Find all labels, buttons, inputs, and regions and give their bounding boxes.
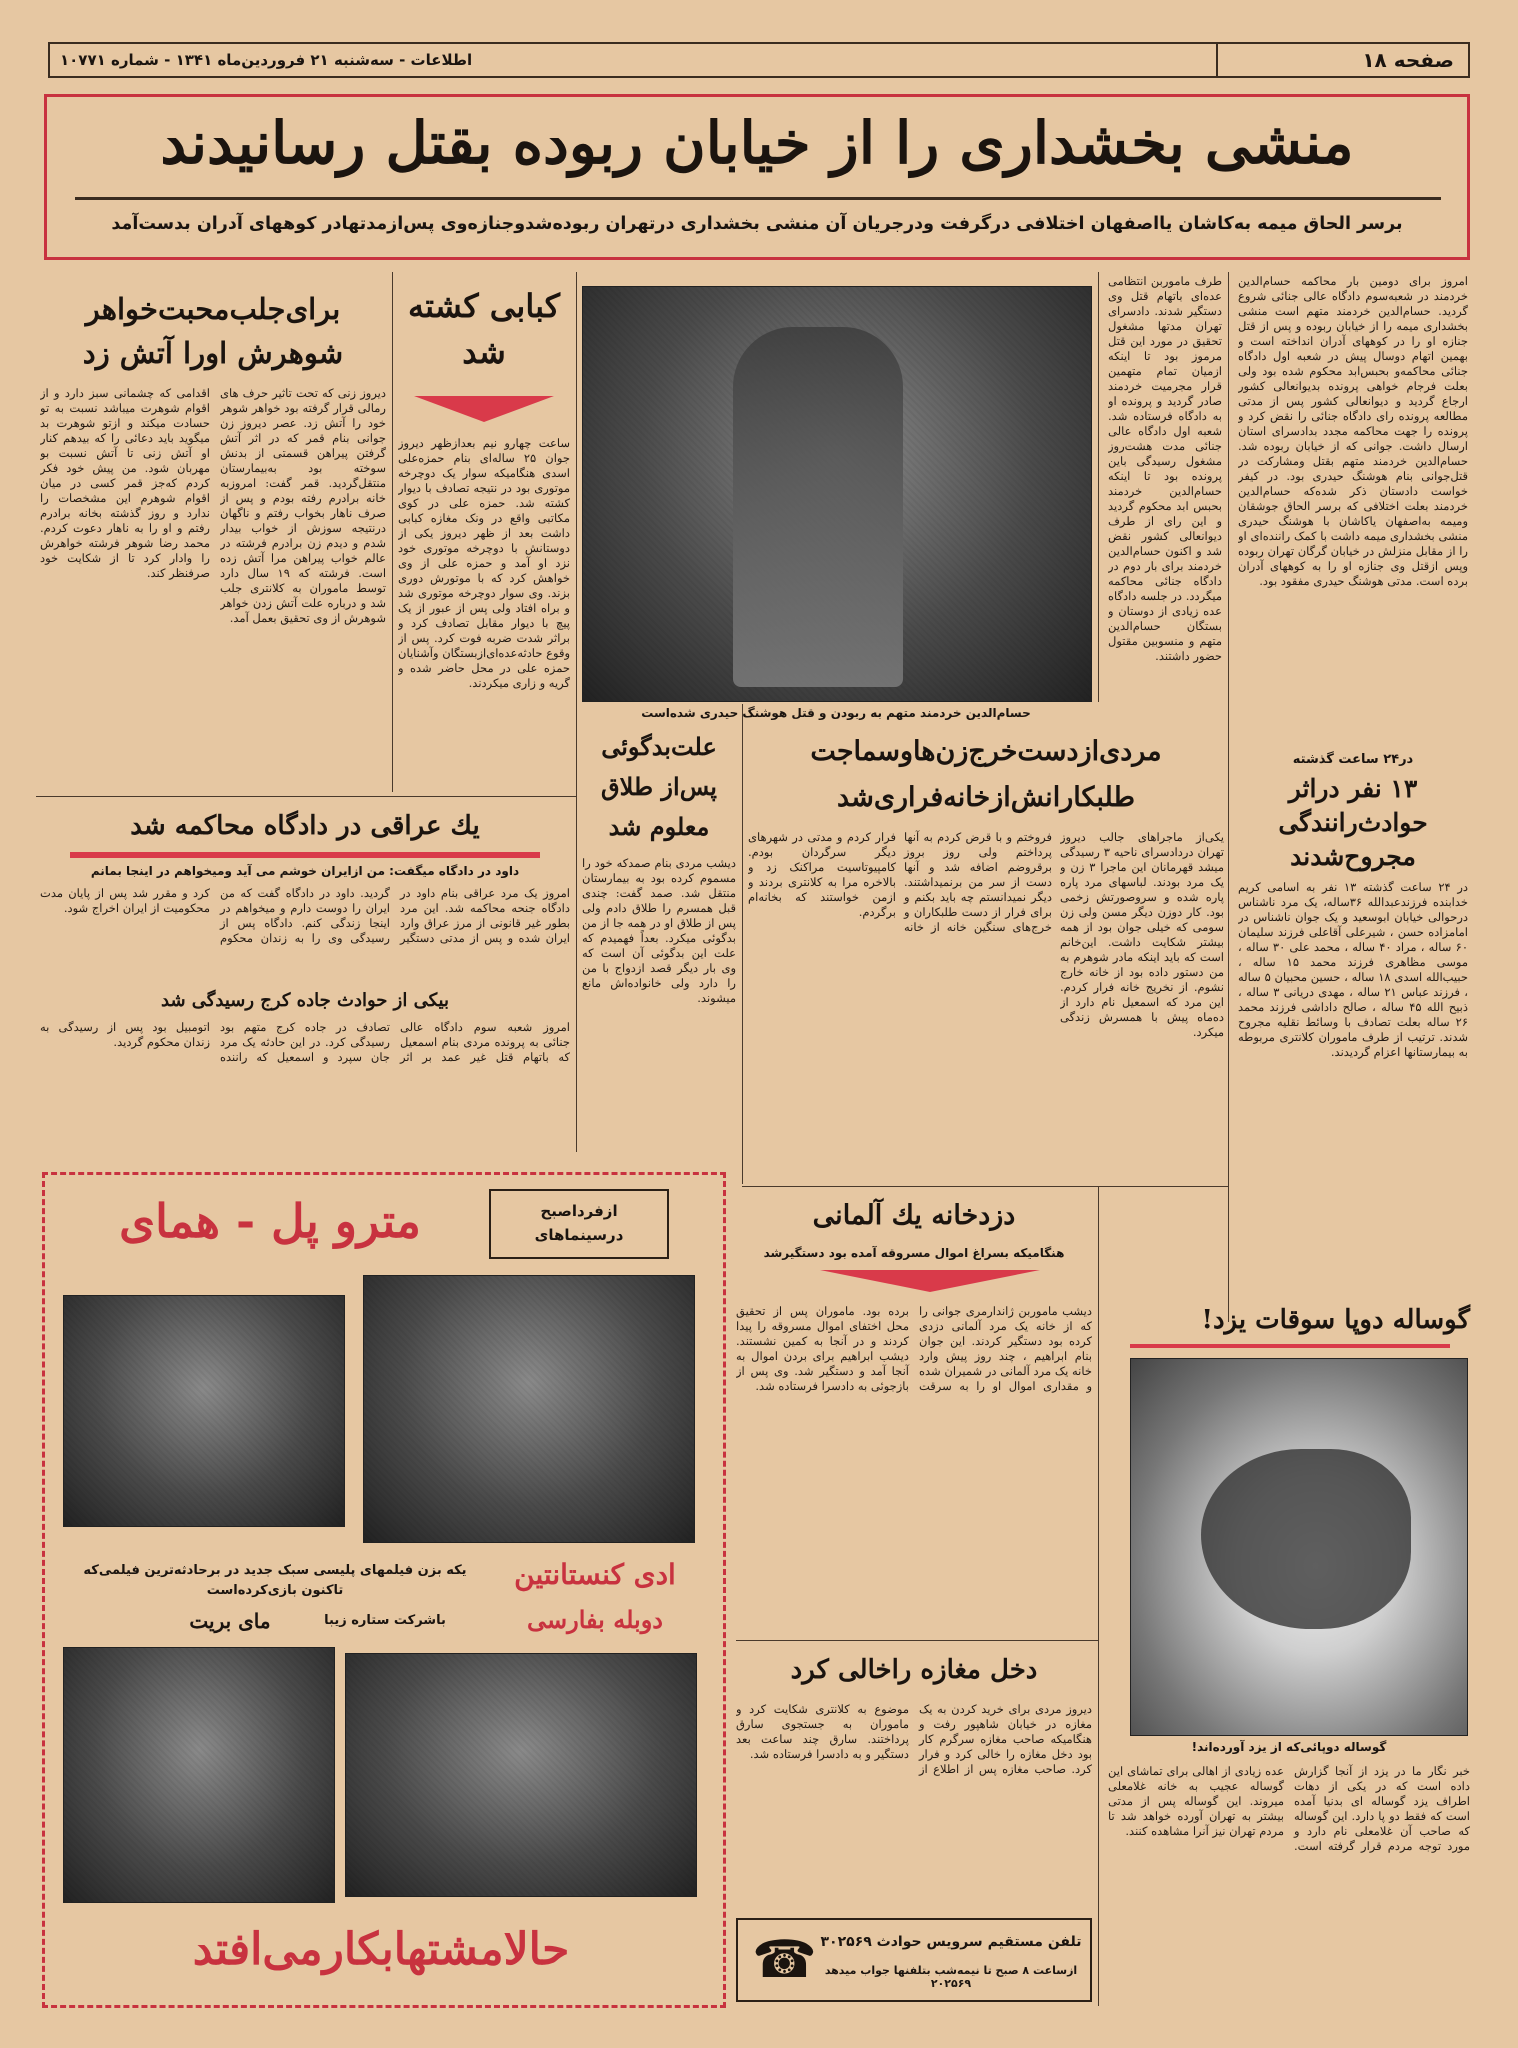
lead-column-1: امروز برای دومین بار محاکمه حسام‌الدین خردمند در شعبه‌سوم دادگاه عالی جنائی شروع گردید. حسام‌الدین خردمند متهم است منشی بخشداری میمه را از خیابان ربوده و پس از قتل جنازه او را در کوههای آدران انداخته است و بهمین اتهام دوسال پیش در شعبه اول دادگاه جنائی محاکمه‌و بحبس‌ابد محکوم شده بود ولی بعلت فرجام خواهی پرونده بدیوانعالی کشور ارجاع گردید و دیوانعالی کشور پس از مدتی مطالعه پرونده رای دادگاه جنائی را نقض کرد و پرونده را جهت محاکمه مجدد بدادسرای استان ارسال داشت. جوانی که از خیابان ربوده شد. حسام‌الدین خردمند متهم بقتل ومشارکت در قتل‌جوانی بنام هوشنگ حیدری بود. در کیفر خواست دادستان ذکر شده‌که حسام‌الدین خردمند بعلت اختلافی که برسر الحاق جوشقان ومیمه به‌اصفهان یاکاشان با هوشنگ حیدری منشی بخشداری میمه داشت با کمک راننده‌ای او را از مقابل منزلش در خیابان گرگان تهران ربوده وپس ازقتل وی جنازه او را به کوههای آدران برده است. مدتی هوشنگ حیدری مفقود بود. (1238, 274, 1468, 588)
phone-service-box (736, 1918, 1092, 2002)
ad-film-description: یکه بزن فیلمهای پلیسی سبک جدید در برحادثه‌ترین فیلمی‌که تاکنون بازی‌کرده‌است (83, 1563, 467, 1598)
column-rule (576, 272, 577, 1152)
fire-headline-1: برای‌جلب‌محبت‌خواهر (85, 292, 341, 326)
debt-headline-1: مردی‌ازدست‌خرج‌زن‌هاوسماجت (810, 736, 1162, 767)
iraqi-headline: یك عراقی در دادگاه محاکمه شد (130, 811, 480, 841)
ad-film-title: حالامشتهابکارمی‌افتد (192, 1924, 570, 1975)
main-photo-courtroom (582, 286, 1092, 702)
debt-headline-2: طلبکارانش‌ازخانه‌فراری‌شد (837, 782, 1135, 813)
lead-headline: منشی بخشداری را از خیابان ربوده بقتل رسانیدند (160, 109, 1354, 177)
ad-photo-bottom-left (63, 1647, 335, 1903)
section-rule (36, 796, 576, 797)
ad-photo-bottom-right (345, 1653, 697, 1897)
divorce-headline-1: علت‌بدگوئی (601, 732, 717, 761)
kababi-headline-2: شد (462, 333, 506, 371)
accidents-headline-3: مجروح‌شدند (1290, 842, 1416, 871)
ad-tagline: ازفرداصبح درسینماهای (534, 1202, 624, 1244)
calf-photo (1130, 1358, 1468, 1736)
ad-costar-prefix: باشرکت ستاره زیبا (324, 1613, 446, 1628)
shop-headline: دخل مغازه راخالی کرد (790, 1655, 1038, 1685)
ad-star-name: ادی کنستانتین (514, 1558, 676, 1591)
karaj-body: امروز شعبه سوم دادگاه عالی جنائی به پرونده مردی بنام اسمعیل که باتهام قتل غیر عمد بر اثر تصادف در جاده کرج متهم بود رسیدگی کرد. در این حادثه یک مرد جان سپرد و اسمعیل که راننده اتومبیل بود پس از رسیدگی به زندان محکوم گردید. (40, 1020, 570, 1064)
column-rule (742, 704, 743, 1184)
red-underline (70, 852, 540, 858)
accidents-headline-2: حوادث‌رانندگی (1278, 808, 1428, 837)
red-arrow-decoration (820, 1270, 1040, 1292)
column-rule (1228, 272, 1229, 1322)
kababi-body: ساعت چهارو نیم بعدازظهر دیروز جوان ۲۵ ساله‌ای بنام حمزه‌علی اسدی هنگامیکه سوار یک دوچرخه موتوری بود در نتیجه تصادف با دیوار کشته شد. حمزه علی در کوی مکاتبی واقع در ونک مغازه کبابی داشت بعد از ظهر دیروز یکی از دوستانش با دوچرخه موتوری خود نزد او آمد و حمزه علی از وی خواهش کرد که با موتورش دوری بزند. وی سوار دوچرخه موتوری شد و براه افتاد ولی پس از عبور از یک پیچ با دیوار مقابل تصادف کرد و براثر شدت ضربه فوت کرد. پس از وقوع حادثه‌عده‌ای‌ازبستگان وآشنایان حمزه علی در محل حاضر شده و گریه و زاری میکردند. (398, 436, 570, 690)
thief-subheadline: هنگامیکه بسراغ اموال مسروقه آمده بود دستگیرشد (763, 1246, 1065, 1260)
iraqi-body: امروز یک مرد عراقی بنام داود در دادگاه جنحه محاکمه شد. این مرد بطور غیر قانونی از مرز عراق وارد ایران شده و پس از مدتی دستگیر گردید. داود در دادگاه گفت که من ایران را دوست دارم و میخواهم در اینجا زندگی کنم. دادگاه پس از رسیدگی وی را به زندان محکوم کرد و مقرر شد پس از پایان مدت محکومیت از ایران اخراج شود. (40, 886, 570, 945)
fire-column-2: اقدامی که چشمانی سبز دارد و از اقوام شوهرت میباشد نسبت به تو حسادت میکند و ازتو شوهرت بد میگوید باید دعائی را که بیدهم کنار او آتش زنی تا آتش نسبت بو مهربان شود. من پیش خود فکر کردم که‌جز قمر کسی در میان اقوام شوهرم این مشخصات را ندارد و روز گذشته بخانه برادرم رفتم و او را به ناهار دعوت کردم. محمد رضا شوهر فرشته خواهرش را وادار کرد تا از شکایت خود صرفنظر کند. (40, 386, 210, 580)
divorce-headline-3: معلوم شد (608, 812, 710, 841)
ad-photo-left (63, 1295, 345, 1527)
fire-headline-2: شوهرش اورا آتش زد (82, 336, 344, 370)
phone-icon: ☎ (752, 1930, 817, 1990)
divorce-body: دیشب مردی بنام صمدکه خود را مسموم کرده بود به بیمارستان منتقل شد. صمد گفت: چندی قبل همسرم را طلاق دادم ولی پس از طلاق او در همه جا از من بدگوئی میکرد. بعداً فهمیدم که علت این بدگوئی آن است که وی بار دیگر قصد ازدواج با من را دارد ولی خانواده‌اش مانع میشوند. (582, 856, 736, 1005)
phone-line-2: ازساعت ۸ صبح تا نیمه‌شب بتلفنها جواب میدهد ۲۰۲۵۶۹ (824, 1964, 1078, 1990)
lead-subheadline: برسر الحاق میمه به‌کاشان یااصفهان اختلافی درگرفت ودرجریان آن منشی بخشداری درتهران ربوده‌شدوجنازه‌وی پس‌ازمدتهادر کوههای آدران بدست‌آمد (111, 214, 1403, 234)
debt-column-2: یکی‌از ماجراهای جالب دیروز تهران دردادسرای ناحیه ۳ رسیدگی میشد قهرمانان این ماجرا ۳ زن و یک مرد بودند. لباسهای مرد پاره پاره شده و سروصورتش زخمی بود. کار دوزن دیگر مسن ولی زن سومی که خیلی جوان بود از همه بیشتر شکایت داشت. این‌خانم است که باید اینکه مادر شوهرم به من دستور داده بود از خانه خارج نشوم. از نخریج خانه فرار کردم. این مرد که اسمعیل نام دارد از ده‌ماه پیش با همسرش زندگی میکرد. (1060, 830, 1224, 1039)
issue-info: اطلاعات - سه‌شنبه ۲۱ فروردین‌ماه ۱۳۴۱ - شماره ۱۰۷۷۱ (60, 51, 473, 69)
debt-column-1: فروختم و با قرض کردم به آنها پرداختم ولی روز بروز برقروضم اضافه شد و آنها دست از سر من برنمیداشتند. دیگر نمیدانستم چه باید بکنم و برای فرار از دست طلبکاران و خرج‌های سنگین خانه از خانه فرار کردم و مدتی در شهرهای دیگر سرگردان بودم. کامپیوتاسیت مراکنک زد و بالاخره مرا به کلانتری بردند و ازمن خواستند که بخانه‌ام برگردم. (748, 830, 1052, 934)
cinema-advertisement (42, 1172, 726, 2008)
section-rule (736, 1640, 1098, 1641)
main-photo-caption: حسام‌الدین خردمند متهم به ربودن و قتل هوشنگ حیدری شده‌است (641, 706, 1031, 720)
kababi-headline-1: کبابی کشته (408, 287, 560, 325)
accidents-body: در ۲۴ ساعت گذشته ۱۳ نفر به اسامی کریم خدابنده فرزندعبدالله ۳۶ساله، یک مرد ناشناس درحوالی خیابان ابوسعید و یک جوان ناشناس در امامزاده حسن ، شیرعلی آقاعلی فرزند سلیمان ۶۰ ساله ، مراد ۴۰ ساله ، محمد علی ۳۰ ساله ، موسی مظاهری فرزند محمد ۱۵ ساله ، حبیب‌الله اسدی ۱۸ ساله ، حسین محبیان ۵ ساله ، فرزند عباس ۲۱ ساله ، مهدی دریانی ۳ ساله ، ذبیح الله ۴۵ ساله ، صالح داداشی فرزند محمد ۲۶ ساله بعلت تصادف با وسائط نقلیه مجروح شدند. ترتیب از طرف ماموران کلانتری مربوطه به بیمارستانها اعزام گردیدند. (1238, 880, 1468, 1059)
accidents-kicker: در۲۴ ساعت گذشته (1292, 752, 1414, 767)
divorce-headline-2: پس‌از طلاق (601, 772, 717, 801)
karaj-headline: بیکی از حوادث جاده کرج رسیدگی شد (161, 990, 449, 1011)
lead-column-2: طرف ماموربن انتظامی عده‌ای باتهام قتل وی دستگیر شدند. دادسرای تهران مدتها مشغول تحقیق در مورد این قتل مرموز بود تا اینکه ازمیان تمام متهمین قرار مجرمیت خردمند صادر گردید و پرونده او به دادگاه فرستاده شد. شعبه اول دادگاه عالی جنائی مدت هشت‌روز مشغول رسیدگی باین پرونده بود تا اینکه حسام‌الدین خردمند بحبس ابد محکوم گردید و این رای از طرف دیوانعالی کشور نقض شد و اکنون حسام‌الدین خردمند برای بار دوم در دادگاه جنائی محاکمه میگردد. در جلسه دادگاه عده زیادی از دوستان و بستگان حسام‌الدین متهم و منسوبین مقتول حضور داشتند. (1108, 274, 1222, 663)
defendant-figure (733, 327, 903, 687)
lead-headline-box (44, 94, 1470, 260)
section-rule (742, 1186, 1228, 1187)
red-underline (1130, 1344, 1450, 1348)
ad-costar: مای بریت (189, 1609, 271, 1633)
masthead-bar (48, 42, 1470, 78)
red-arrow-decoration (414, 396, 554, 422)
masthead-divider (1216, 44, 1218, 76)
calf-caption: گوساله دوپائی‌که از یزد آورده‌اند! (1191, 1740, 1387, 1754)
phone-line-1: تلفن مستقیم سرویس حوادث ۳۰۲۵۶۹ (820, 1934, 1082, 1950)
ad-photo-right (363, 1275, 695, 1543)
iraqi-subheadline: داود در دادگاه میگفت: من ازایران خوشم می آید ومیخواهم در اینجا بمانم (90, 864, 520, 878)
shop-body: دیروز مردی برای خرید کردن به یک مغازه در خیابان شاهپور رفت و هنگامیکه صاحب مغازه سرگرم کار بود دخل مغازه را خالی کرد و فرار کرد. صاحب مغازه پس از اطلاع از موضوع به کلانتری شکایت کرد و ماموران به جستجوی سارق پرداختند. سارق چند ساعت بعد دستگیر و به دادسرا فرستاده شد. (736, 1702, 1092, 1776)
column-rule (392, 272, 393, 792)
ad-cinemas: مترو پل - همای (119, 1194, 421, 1248)
thief-headline: دزدخانه يك آلمانی (812, 1200, 1016, 1231)
thief-body: دیشب ماموربن ژاندارمری جوانی را که از خانه یک مرد آلمانی دزدی کرده بود دستگیر کردند. این جوان بنام ابراهیم ، چند روز پیش وارد خانه یک مرد آلمانی در شمیران شده و مقداری اموال او را به سرقت برده بود. ماموران پس از تحقیق محل اختفای اموال مسروقه را پیدا کردند و در آنجا به کمین نشستند. دیشب ابراهیم برای بردن اموال به آنجا آمد و دستگیر شد. وی پس از بازجوئی به دادسرا فرستاده شد. (736, 1304, 1092, 1393)
column-rule (1098, 1186, 1099, 2006)
fire-column-1: دیروز زنی که تحت تاثیر حرف های رمالی قرار گرفته بود خواهر شوهر خود را آتش زد. عصر دیروز زن جوانی بنام قمر که در اثر آتش گرفتن پیراهن قسمتی از بدنش سوخته بود به‌بیمارستان منتقل‌گردید. قمر گفت: امروزبه خانه برادرم رفته بودم و پس از صرف ناهار بخواب رفتم و ناگهان درنتیجه سوزش از خواب بیدار شدم و دیدم زن برادرم فرشته در عالم خواب پیراهن مرا آتش زده است. فرشته که ۱۹ سال دارد توسط ماموران به کلانتری جلب شد و درباره علت آتش زدن خواهر شوهرش از وی تحقیق بعمل آمد. (220, 386, 386, 625)
calf-body: خبر نگار ما در یزد از آنجا گزارش داده است که در یکی از دهات اطراف یزد گوساله ای بدنیا آمده است که فقط دو پا دارد. این گوساله که صاحب آن غلامعلی نام دارد و مورد توجه مردم قرار گرفته است. عده زیادی از اهالی برای تماشای این گوساله عجیب به خانه غلامعلی میروند. این گوساله پس از مدتی بیشتر به تهران آورده خواهد شد تا مردم تهران نیز آنرا مشاهده کنند. (1108, 1764, 1470, 1853)
ad-dubbed: دوبله بفارسی (527, 1605, 663, 1634)
calf-headline: گوساله دوپا سوقات یزد! (1201, 1305, 1470, 1335)
ad-tagline-box (489, 1189, 669, 1259)
page-number: صفحه ۱۸ (1362, 48, 1454, 72)
lead-headline-rule (75, 197, 1441, 200)
calf-figure (1201, 1449, 1411, 1629)
accidents-headline-1: ۱۳ نفر دراثر (1288, 774, 1418, 803)
column-rule (1098, 272, 1099, 702)
